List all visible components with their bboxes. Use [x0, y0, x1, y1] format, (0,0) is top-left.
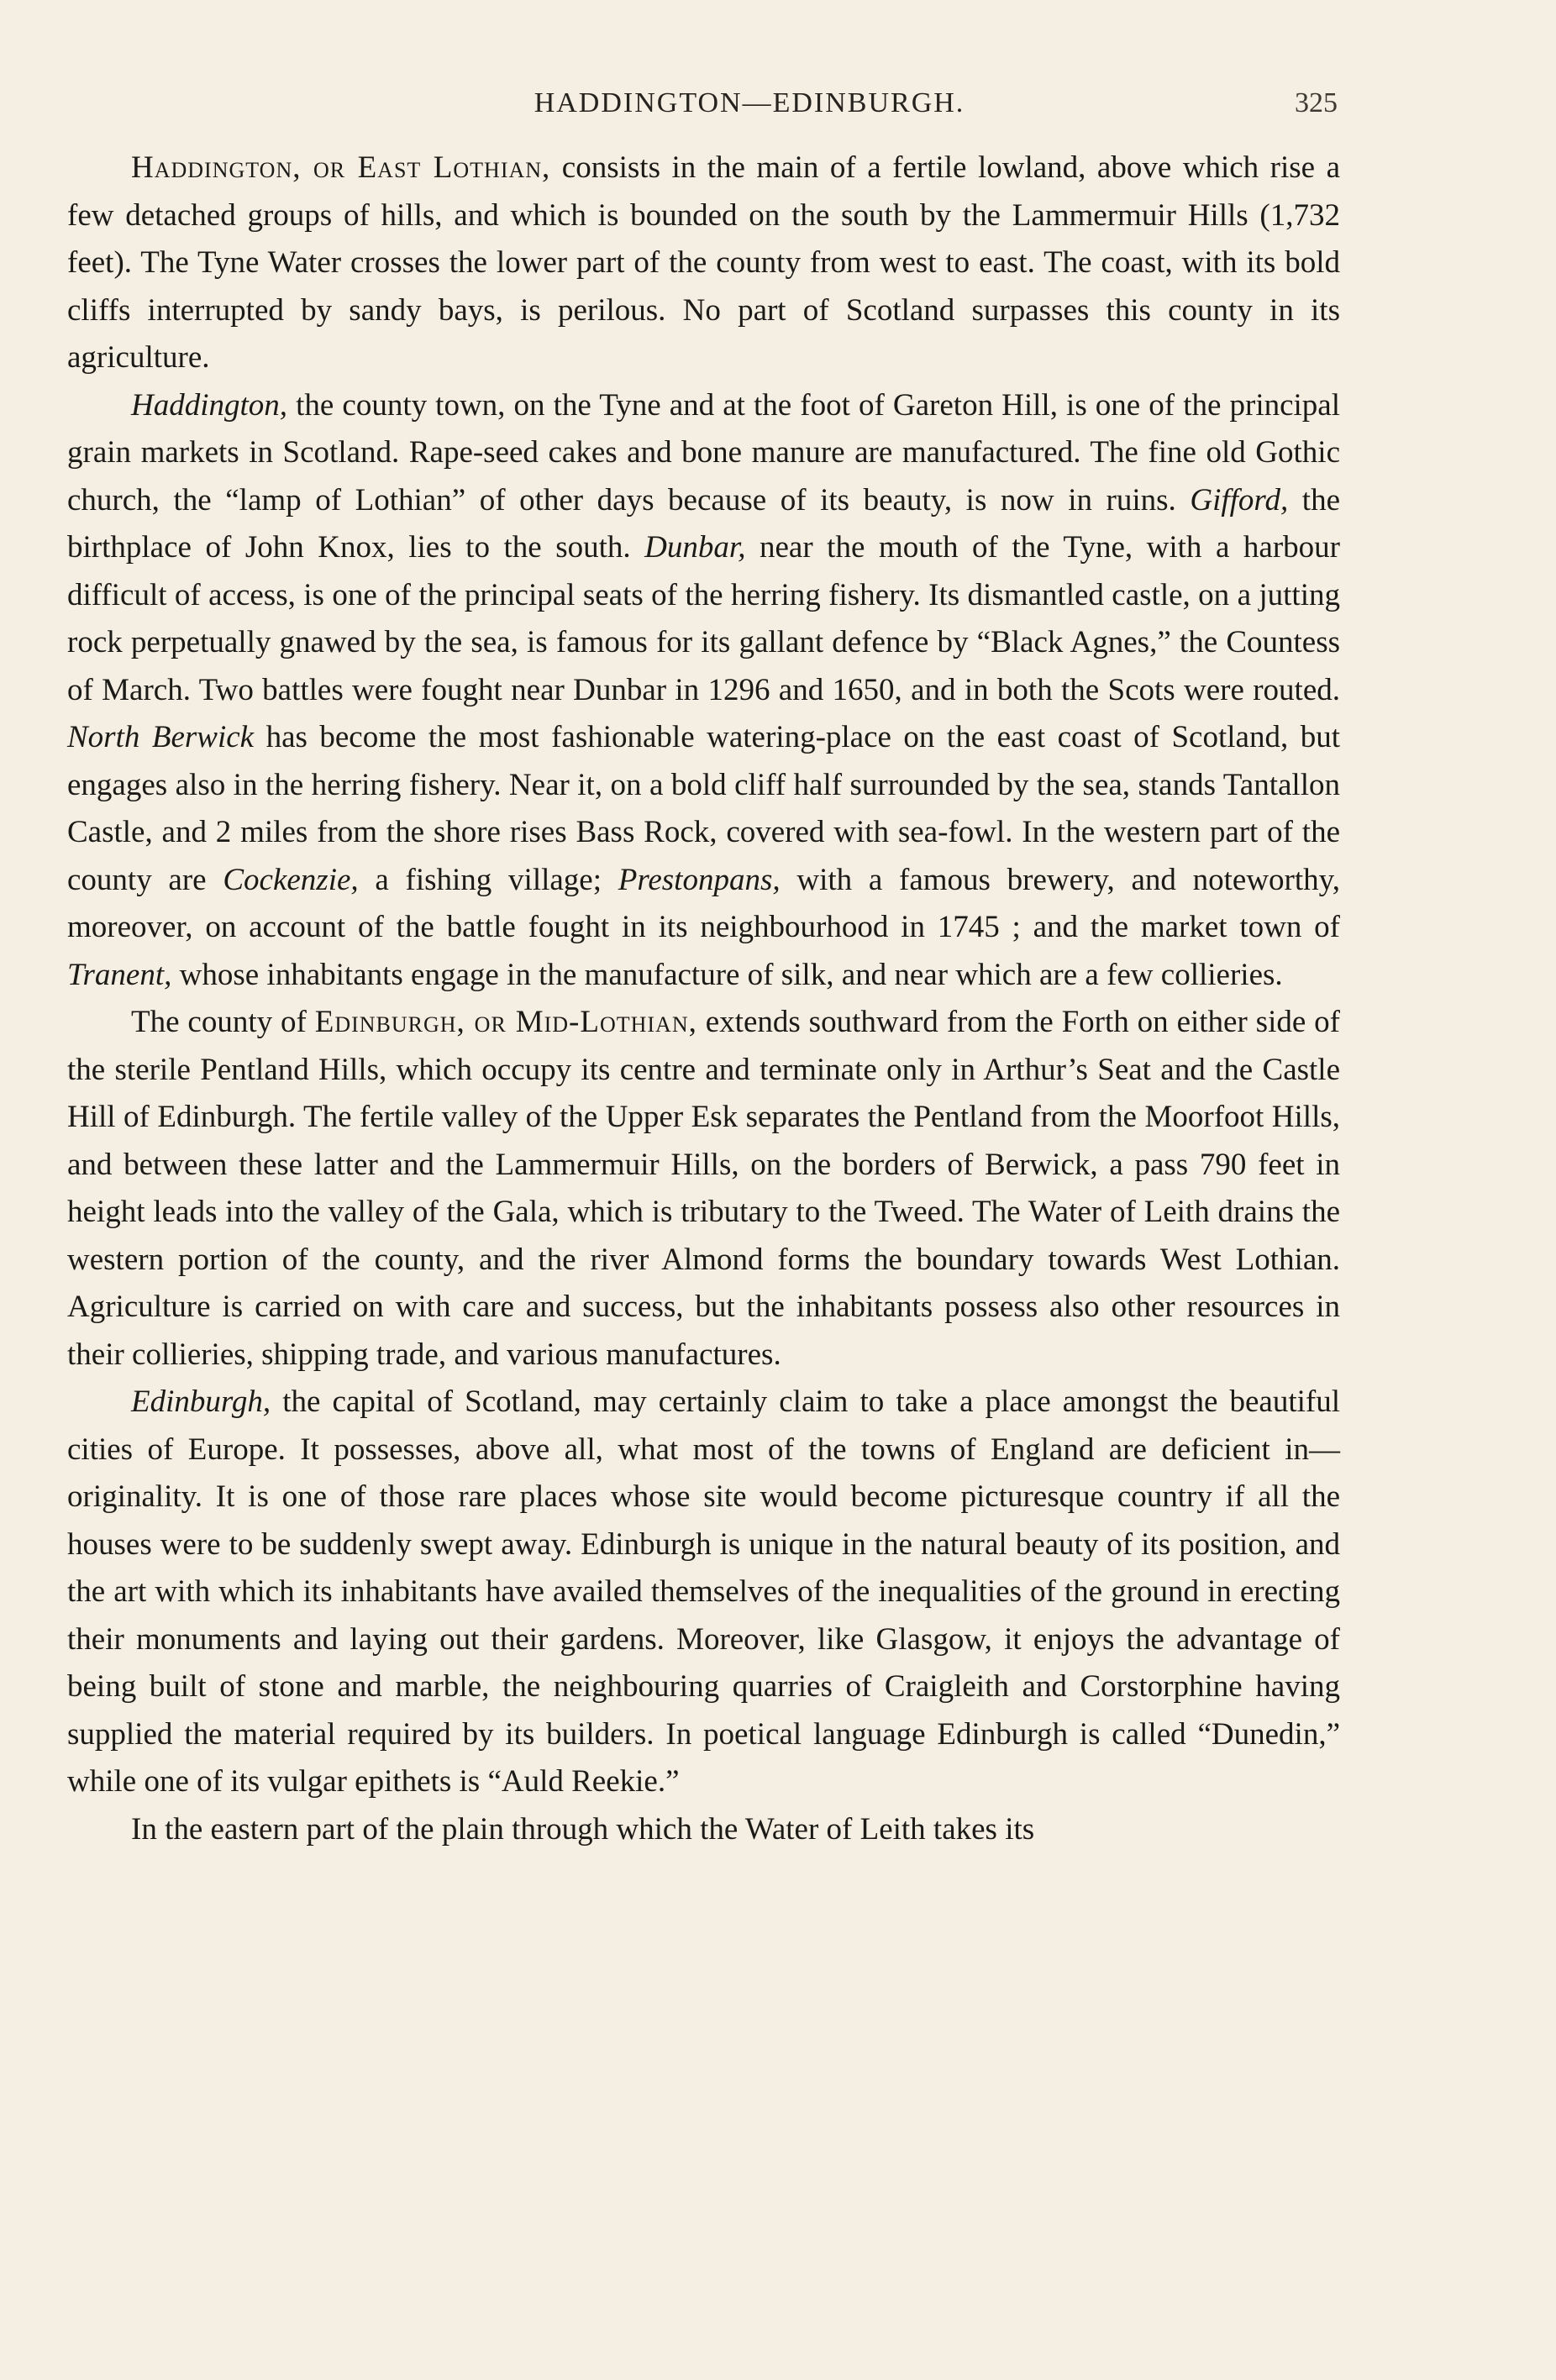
text-segment: North Berwick [67, 720, 255, 754]
text-segment: Haddington, [131, 387, 288, 423]
page-number: 325 [1295, 87, 1338, 118]
text-segment: a fishing village; [358, 862, 618, 897]
text-segment: whose inhabitants engage in the manufacture of silk, and near which are a few collieries. [171, 957, 1283, 992]
running-head: HADDINGTON—EDINBURGH. [534, 87, 965, 118]
text-segment: Tranent, [67, 957, 172, 992]
text-segment: with a famous brewery, and noteworthy, moreover, on account of the battle fought in its neighbourhood in 1745 ; and the market town of [67, 862, 1340, 944]
text-segment: extends southward from the Forth on either side of the sterile Pentland Hills, which occupy its centre and terminate only in Arthur’s Seat and the Castle Hill of Edinburgh. The fertile valley of the Upper Esk separates the Pentland from the Moorfoot Hills, and between these latter and the Lammermuir Hills, on the borders of Berwick, a pass 790 feet in height leads into the valley of the Gala, which is tributary to the Tweed. The Water of Leith drains the western portion of the county, and the river Almond forms the boundary towards West Lothian. Agriculture is carried on with care and success, but the inhabitants possess also other resources in their collieries, shipping trade, and various manufactures. [67, 1005, 1340, 1372]
paragraph-leith-plain [67, 1806, 1340, 1854]
body-text [67, 144, 1340, 1853]
text-segment: The county of [131, 1005, 315, 1039]
text-segment: the birthplace of John Knox, lies to the south. [67, 482, 1340, 565]
text-segment: Edinburgh, [131, 1384, 271, 1419]
text-segment: Dunbar, [644, 530, 746, 565]
text-segment: Cockenzie, [223, 862, 359, 897]
text-segment: the county town, on the Tyne and at the foot of Gareton Hill, is one of the principal grain markets in Scotland. Rape-seed cakes and bone manure are manufactured. The fine old Gothic church, the “lamp of Lothian” of other days because of its beauty, is now in ruins. [67, 387, 1340, 518]
text-segment: Gifford, [1190, 482, 1289, 518]
text-segment: consists in the main of a fertile lowland, above which rise a few detached groups of hills, and which is bounded on the south by the Lammermuir Hills (1,732 feet). The Tyne Water crosses the lower part of the county from west to east. The coast, with its bold cliffs interrupted by sandy bays, is perilous. No part of Scotland surpasses this county in its agriculture. [67, 150, 1340, 375]
text-segment: has become the most fashionable watering-place on the east coast of Scotland, but engages also in the herring fishery. Near it, on a bold cliff half surrounded by the sea, stands Tantallon Castle, and 2 miles from the shore rises Bass Rock, covered with sea-fowl. In the western part of the county are [67, 720, 1340, 897]
page-header [161, 87, 1338, 131]
text-segment: Prestonpans, [618, 862, 781, 897]
text-segment: near the mouth of the Tyne, with a harbour difficult of access, is one of the principal seats of the herring fishery. Its dismantled castle, on a jutting rock perpetually gnawed by the sea, is famous for its gallant defence by “Black Agnes,” the Countess of March. Two battles were fought near Dunbar in 1296 and 1650, and in both the Scots were routed. [67, 530, 1340, 707]
paragraph-haddington-county [67, 144, 1340, 382]
paragraph-haddington-town [67, 382, 1340, 1000]
text-segment: In the eastern part of the plain through which the Water of Leith takes its [131, 1811, 1035, 1847]
paragraph-edinburgh-city [67, 1379, 1340, 1806]
text-segment: the capital of Scotland, may certainly claim to take a place amongst the beautiful cities of Europe. It possesses, above all, what most of the towns of England are deficient in—originality. It is one of those rare places whose site would become picturesque country if all the houses were to be suddenly swept away. Edinburgh is unique in the natural beauty of its position, and the art with which its inhabitants have availed themselves of the inequalities of the ground in erecting their monuments and laying out their gardens. Moreover, like Glasgow, it enjoys the advantage of being built of stone and marble, the neighbouring quarries of Craigleith and Corstorphine having supplied the material required by its builders. In poetical language Edinburgh is called “Dunedin,” while one of its vulgar epithets is “Auld Reekie.” [67, 1384, 1340, 1799]
text-segment: Haddington, or East Lothian, [131, 150, 551, 185]
paragraph-edinburgh-county [67, 999, 1340, 1379]
text-segment: Edinburgh, or Mid-Lothian, [314, 1005, 697, 1039]
